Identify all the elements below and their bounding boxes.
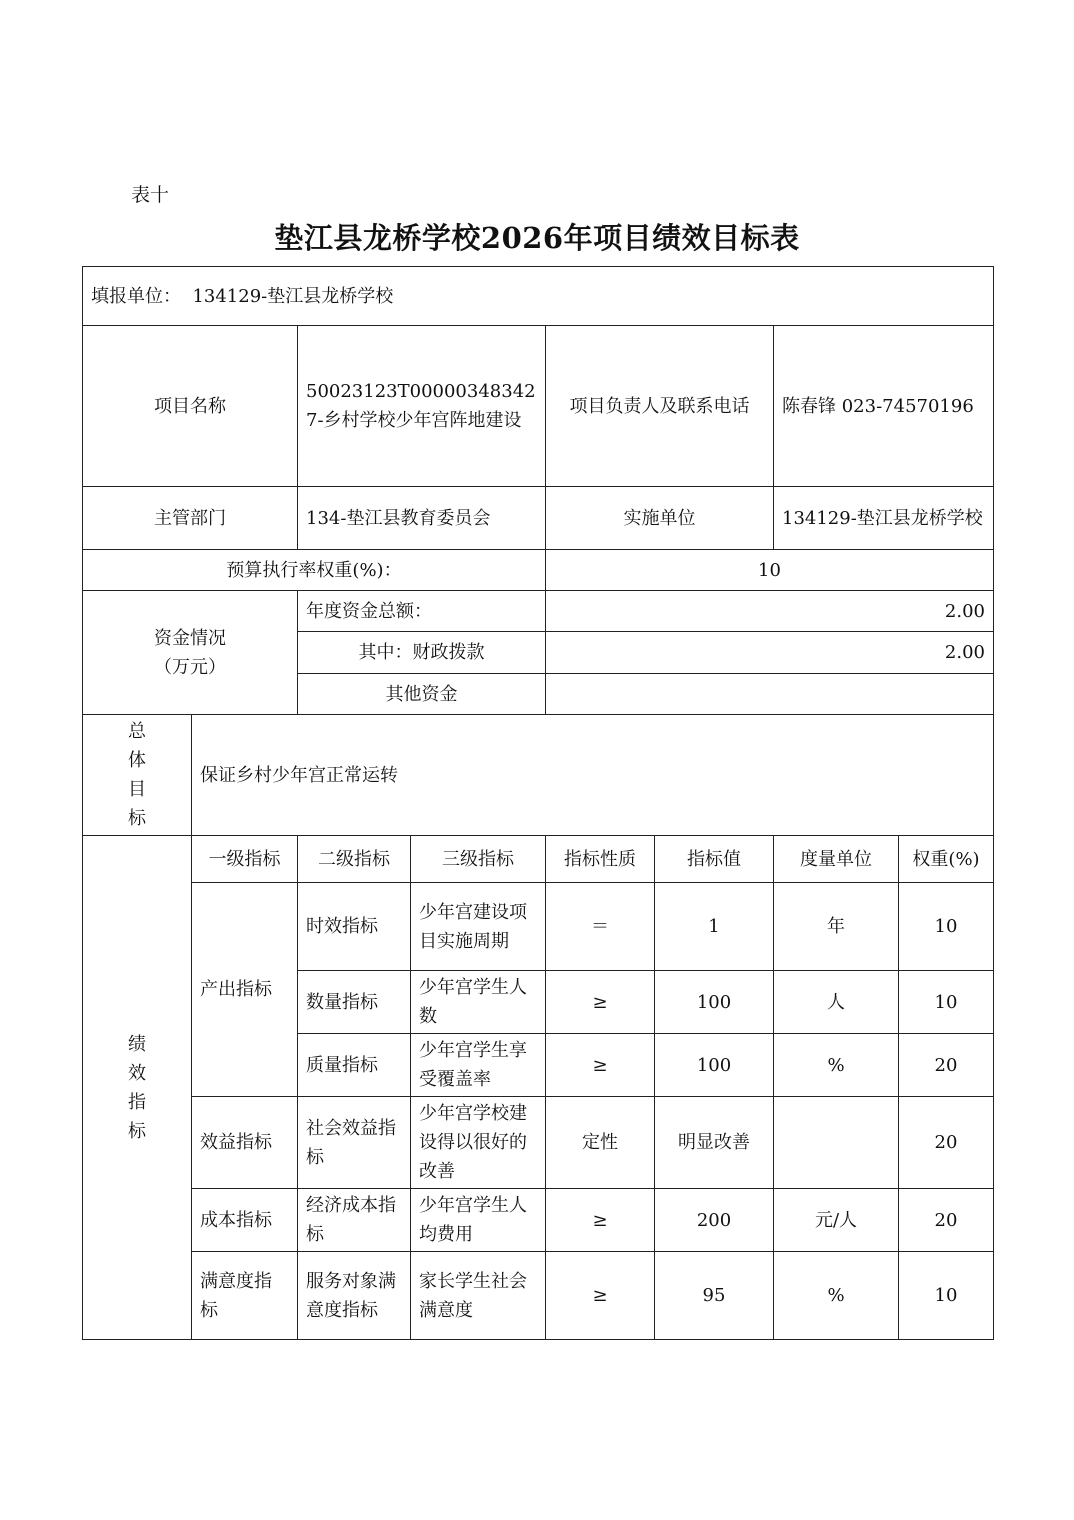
budget-weight-value: 10 bbox=[546, 550, 994, 591]
funds-total-label: 年度资金总额： bbox=[298, 591, 546, 632]
indicator-char: 指 bbox=[128, 1091, 146, 1113]
filler-unit-value: 134129-垫江县龙桥学校 bbox=[192, 285, 394, 307]
unit-cell: % bbox=[774, 1252, 899, 1340]
header-nature: 指标性质 bbox=[546, 836, 655, 883]
level3-cell: 少年宫学校建设得以很好的改善 bbox=[411, 1097, 546, 1189]
contact-label: 项目负责人及联系电话 bbox=[546, 326, 774, 487]
level3-cell: 少年宫学生人数 bbox=[411, 971, 546, 1034]
value-cell: 100 bbox=[655, 971, 774, 1034]
impl-unit-value: 134129-垫江县龙桥学校 bbox=[774, 487, 994, 550]
unit-cell: % bbox=[774, 1034, 899, 1097]
table-row bbox=[83, 883, 994, 971]
value-cell: 明显改善 bbox=[655, 1097, 774, 1189]
header-weight: 权重(%) bbox=[899, 836, 994, 883]
impl-unit-label: 实施单位 bbox=[546, 487, 774, 550]
nature-cell: 定性 bbox=[546, 1097, 655, 1189]
budget-weight-label: 预算执行率权重(%)： bbox=[83, 550, 546, 591]
level2-cell: 时效指标 bbox=[298, 883, 411, 971]
weight-cell: 10 bbox=[899, 971, 994, 1034]
table-label: 表十 bbox=[131, 184, 170, 206]
project-name-value: 50023123T000003483427-乡村学校少年宫阵地建设 bbox=[298, 326, 546, 487]
funds-label bbox=[83, 591, 298, 715]
indicators-label bbox=[83, 836, 192, 1340]
funds-fiscal-label: 其中：财政拨款 bbox=[298, 632, 546, 674]
goal-char: 标 bbox=[128, 808, 146, 829]
weight-cell: 20 bbox=[899, 1097, 994, 1189]
level2-cell: 质量指标 bbox=[298, 1034, 411, 1097]
level1-cost: 成本指标 bbox=[192, 1189, 298, 1252]
unit-cell: 年 bbox=[774, 883, 899, 971]
header-level1: 一级指标 bbox=[192, 836, 298, 883]
goal-char: 目 bbox=[128, 779, 146, 800]
funds-other-label: 其他资金 bbox=[298, 674, 546, 715]
funds-fiscal-value: 2.00 bbox=[546, 632, 994, 674]
header-unit: 度量单位 bbox=[774, 836, 899, 883]
page-title: 垫江县龙桥学校2026年项目绩效目标表 bbox=[274, 221, 800, 255]
header-level3: 三级指标 bbox=[411, 836, 546, 883]
level2-cell: 数量指标 bbox=[298, 971, 411, 1034]
indicator-char: 标 bbox=[128, 1120, 146, 1142]
unit-cell bbox=[774, 1097, 899, 1189]
level1-satisfaction: 满意度指标 bbox=[192, 1252, 298, 1340]
value-cell: 1 bbox=[655, 883, 774, 971]
filler-unit-label: 填报单位： bbox=[91, 285, 181, 307]
nature-cell: ＝ bbox=[546, 883, 655, 971]
nature-cell: ≥ bbox=[546, 1034, 655, 1097]
level2-cell: 经济成本指标 bbox=[298, 1189, 411, 1252]
level2-cell: 服务对象满意度指标 bbox=[298, 1252, 411, 1340]
indicator-char: 效 bbox=[128, 1062, 146, 1084]
goal-char: 体 bbox=[128, 750, 146, 771]
funds-label-line1: 资金情况 bbox=[154, 627, 226, 649]
table-row bbox=[83, 1252, 994, 1340]
project-name-label: 项目名称 bbox=[83, 326, 298, 487]
overall-goal-label bbox=[83, 715, 192, 836]
overall-goal-text: 保证乡村少年宫正常运转 bbox=[192, 715, 994, 836]
unit-cell: 元/人 bbox=[774, 1189, 899, 1252]
contact-value: 陈春锋 023-74570196 bbox=[774, 326, 994, 487]
level3-cell: 少年宫建设项目实施周期 bbox=[411, 883, 546, 971]
table-row bbox=[83, 1189, 994, 1252]
level3-cell: 少年宫学生人均费用 bbox=[411, 1189, 546, 1252]
table-row bbox=[83, 1097, 994, 1189]
header-value: 指标值 bbox=[655, 836, 774, 883]
nature-cell: ≥ bbox=[546, 971, 655, 1034]
weight-cell: 10 bbox=[899, 883, 994, 971]
level1-output: 产出指标 bbox=[192, 883, 298, 1097]
weight-cell: 20 bbox=[899, 1189, 994, 1252]
nature-cell: ≥ bbox=[546, 1189, 655, 1252]
level3-cell: 家长学生社会满意度 bbox=[411, 1252, 546, 1340]
weight-cell: 20 bbox=[899, 1034, 994, 1097]
indicator-char: 绩 bbox=[128, 1033, 146, 1055]
dept-label: 主管部门 bbox=[83, 487, 298, 550]
goal-char: 总 bbox=[128, 721, 146, 742]
unit-cell: 人 bbox=[774, 971, 899, 1034]
value-cell: 100 bbox=[655, 1034, 774, 1097]
funds-total-value: 2.00 bbox=[546, 591, 994, 632]
performance-target-table bbox=[82, 266, 994, 1340]
funds-label-line2: （万元） bbox=[154, 656, 226, 678]
level1-benefit: 效益指标 bbox=[192, 1097, 298, 1189]
value-cell: 200 bbox=[655, 1189, 774, 1252]
nature-cell: ≥ bbox=[546, 1252, 655, 1340]
funds-other-value bbox=[546, 674, 994, 715]
header-level2: 二级指标 bbox=[298, 836, 411, 883]
level2-cell: 社会效益指标 bbox=[298, 1097, 411, 1189]
weight-cell: 10 bbox=[899, 1252, 994, 1340]
value-cell: 95 bbox=[655, 1252, 774, 1340]
level3-cell: 少年宫学生享受覆盖率 bbox=[411, 1034, 546, 1097]
filler-unit-cell bbox=[83, 267, 994, 326]
dept-value: 134-垫江县教育委员会 bbox=[298, 487, 546, 550]
